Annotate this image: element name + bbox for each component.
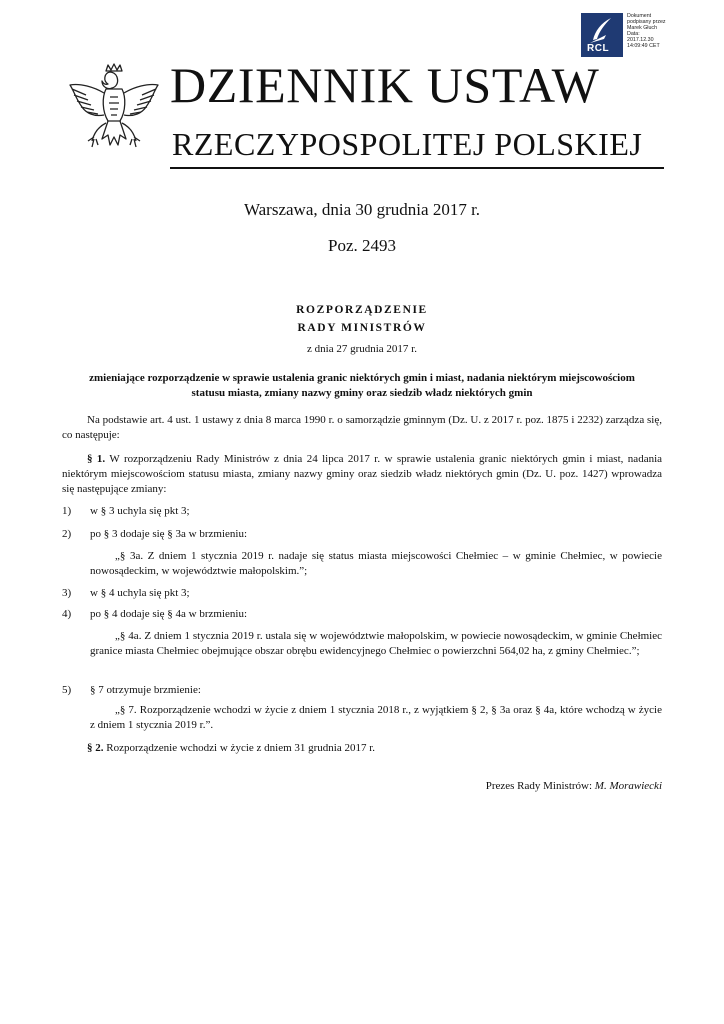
item-quote: „§ 3a. Z dniem 1 stycznia 2019 r. nadaje się status miasta miejscowości Chełmiec – w gminie Chełmiec, w powiecie nowosądeckim, w województwie małopolskim.”; — [90, 550, 662, 577]
sig-line: 14:09:49 CET — [627, 43, 660, 50]
paragraph-text: W rozporządzeniu Rady Ministrów z dnia 24 lipca 2017 r. w sprawie ustalenia granic niektórych gmin i miast, nadania niektórym miejscowościom statusu miasta, zmiany nazwy gminy oraz siedzib władz niektórych gmin (Dz. U. poz. 1427) wprowadza się następujące zmiany: — [62, 453, 663, 495]
item-quote: „§ 7. Rozporządzenie wchodzi w życie z dniem 1 stycznia 2018 r., z wyjątkiem § 2, § 3a oraz § 4a, które wchodzą w życie z dniem 1 stycznia 2019 r.”. — [90, 704, 662, 731]
journal-subtitle: RZECZYPOSPOLITEJ POLSKIEJ — [172, 126, 643, 162]
sig-line: Dokument — [627, 13, 652, 19]
paragraph-2 — [62, 741, 662, 756]
eagle-emblem-icon — [66, 63, 162, 167]
paragraph-text: Rozporządzenie wchodzi w życie z dniem 31 grudnia 2017 r. — [106, 742, 376, 754]
sig-line: podpisany przez — [627, 19, 666, 26]
item-number: 3) — [62, 587, 72, 599]
paragraph-mark: § 2. — [87, 742, 104, 754]
item-quote: „§ 4a. Z dniem 1 stycznia 2019 r. ustala się w województwie małopolskim, w powiecie nowosądeckim, w gminie Chełmiec granice miasta Chełmiec obejmujące obszar obrębu ewidencyjnego Chełmiec o powierzchni 564,02 ha, z gminy Chełmiec.”; — [90, 630, 662, 657]
position-number: Poz. 2493 — [328, 236, 396, 255]
journal-title: DZIENNIK USTAW — [170, 57, 600, 113]
act-subject: zmieniające rozporządzenie w sprawie ustalenia granic niektórych gmin i miast, nadania niektórym miejscowościom statusu miasta, zmiany nazwy gminy oraz siedzib władz niektórych gmin — [89, 372, 635, 399]
header-divider — [170, 167, 664, 169]
signatory-role: Prezes Rady Ministrów: — [485, 780, 593, 792]
item-text: po § 3 dodaje się § 3a w brzmieniu: — [90, 528, 248, 540]
paragraph-1 — [62, 452, 662, 497]
item-text: w § 4 uchyla się pkt 3; — [90, 587, 190, 599]
signature-stamp — [581, 13, 711, 57]
legal-basis: Na podstawie art. 4 ust. 1 ustawy z dnia 8 marca 1990 r. o samorządzie gminnym (Dz. U. z 2017 r. poz. 1875 i 2232) zarządza się, co następuje: — [62, 414, 662, 441]
signature-info — [627, 13, 666, 50]
sig-line: 2017.12.30 — [627, 37, 654, 44]
item-text: w § 3 uchyla się pkt 3; — [90, 505, 190, 517]
item-text: po § 4 dodaje się § 4a w brzmieniu: — [90, 608, 248, 620]
act-issuer: RADY MINISTRÓW — [297, 322, 427, 334]
item-text: § 7 otrzymuje brzmienie: — [90, 684, 201, 696]
paragraph-mark: § 1. — [87, 453, 106, 465]
sig-line: Data: — [627, 31, 640, 38]
item-number: 5) — [62, 684, 72, 696]
signatory-name: M. Morawiecki — [594, 780, 662, 792]
signatory — [400, 779, 662, 794]
rcl-logo-text: RCL — [587, 43, 610, 54]
rcl-logo — [581, 13, 623, 57]
act-type: ROZPORZĄDZENIE — [296, 304, 428, 316]
publication-date: Warszawa, dnia 30 grudnia 2017 r. — [243, 200, 481, 219]
sig-line: Marek Głuch — [627, 25, 658, 32]
item-number: 4) — [62, 608, 72, 620]
item-number: 2) — [62, 528, 72, 540]
item-number: 1) — [62, 505, 72, 517]
act-date: z dnia 27 grudnia 2017 r. — [307, 343, 417, 355]
